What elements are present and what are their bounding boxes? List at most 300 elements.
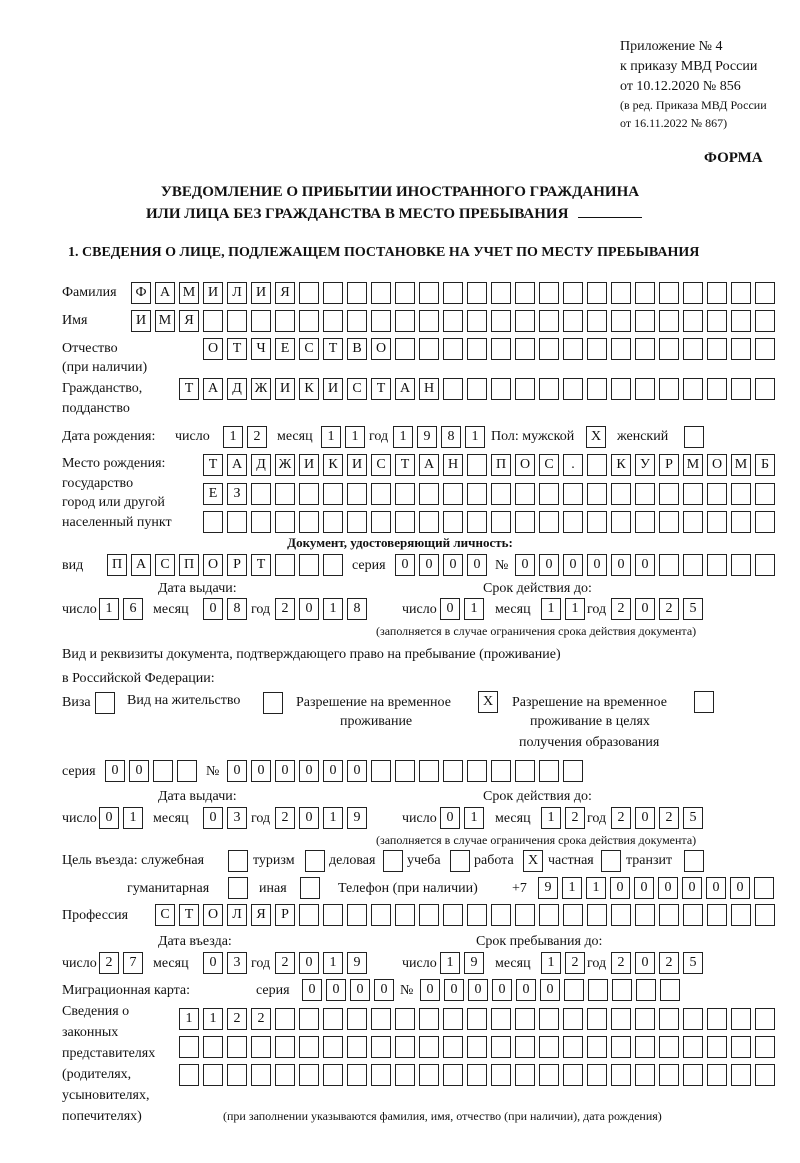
char-cell[interactable] — [299, 282, 319, 304]
char-cell[interactable] — [299, 511, 319, 533]
char-cell[interactable] — [323, 904, 343, 926]
char-cell[interactable] — [491, 760, 511, 782]
char-cell[interactable]: У — [635, 454, 655, 476]
char-cell[interactable] — [491, 1008, 511, 1030]
char-cell[interactable]: 0 — [374, 979, 394, 1001]
char-cell[interactable] — [659, 282, 679, 304]
stay-valid-day[interactable] — [440, 807, 484, 829]
char-cell[interactable] — [323, 282, 343, 304]
char-cell[interactable] — [635, 904, 655, 926]
char-cell[interactable]: 0 — [251, 760, 271, 782]
char-cell[interactable] — [659, 483, 679, 505]
char-cell[interactable] — [563, 760, 583, 782]
rep-field[interactable] — [179, 1064, 775, 1086]
char-cell[interactable] — [491, 483, 511, 505]
other-checkbox[interactable] — [300, 877, 320, 899]
char-cell[interactable] — [587, 1008, 607, 1030]
char-cell[interactable]: 1 — [464, 598, 484, 620]
stay-issue-year[interactable] — [275, 807, 367, 829]
char-cell[interactable]: 2 — [227, 1008, 247, 1030]
char-cell[interactable] — [635, 483, 655, 505]
char-cell[interactable] — [203, 511, 223, 533]
char-cell[interactable]: 2 — [565, 807, 585, 829]
char-cell[interactable]: 9 — [417, 426, 437, 448]
visa-checkbox[interactable] — [95, 692, 115, 714]
char-cell[interactable]: 0 — [299, 598, 319, 620]
char-cell[interactable] — [395, 338, 415, 360]
char-cell[interactable] — [684, 850, 704, 872]
char-cell[interactable] — [467, 378, 487, 400]
char-cell[interactable] — [539, 282, 559, 304]
char-cell[interactable]: Б — [755, 454, 775, 476]
char-cell[interactable] — [755, 338, 775, 360]
char-cell[interactable] — [395, 1064, 415, 1086]
char-cell[interactable] — [275, 554, 295, 576]
char-cell[interactable] — [707, 904, 727, 926]
char-cell[interactable] — [731, 338, 751, 360]
surname-field[interactable] — [131, 282, 775, 304]
char-cell[interactable] — [419, 1036, 439, 1058]
char-cell[interactable]: 0 — [635, 554, 655, 576]
char-cell[interactable]: 0 — [539, 554, 559, 576]
char-cell[interactable]: Н — [419, 378, 439, 400]
until-month[interactable] — [541, 952, 585, 974]
char-cell[interactable] — [179, 1036, 199, 1058]
char-cell[interactable] — [323, 554, 343, 576]
char-cell[interactable]: 2 — [659, 952, 679, 974]
char-cell[interactable] — [694, 691, 714, 713]
char-cell[interactable]: Р — [659, 454, 679, 476]
char-cell[interactable] — [299, 483, 319, 505]
char-cell[interactable]: 0 — [420, 979, 440, 1001]
char-cell[interactable]: Я — [251, 904, 271, 926]
char-cell[interactable] — [587, 904, 607, 926]
char-cell[interactable] — [347, 904, 367, 926]
doc-valid-year[interactable] — [611, 598, 703, 620]
char-cell[interactable] — [611, 1008, 631, 1030]
char-cell[interactable] — [491, 310, 511, 332]
char-cell[interactable] — [659, 310, 679, 332]
char-cell[interactable]: 1 — [541, 952, 561, 974]
char-cell[interactable] — [419, 1064, 439, 1086]
char-cell[interactable]: М — [179, 282, 199, 304]
char-cell[interactable]: С — [155, 554, 175, 576]
char-cell[interactable] — [683, 483, 703, 505]
char-cell[interactable] — [563, 483, 583, 505]
char-cell[interactable] — [177, 760, 197, 782]
char-cell[interactable]: 0 — [299, 952, 319, 974]
char-cell[interactable]: 2 — [275, 807, 295, 829]
char-cell[interactable]: 0 — [516, 979, 536, 1001]
char-cell[interactable] — [707, 554, 727, 576]
transit-checkbox[interactable] — [684, 850, 704, 872]
char-cell[interactable] — [153, 760, 173, 782]
char-cell[interactable] — [467, 1008, 487, 1030]
stay-valid-month[interactable] — [541, 807, 585, 829]
char-cell[interactable]: 0 — [706, 877, 726, 899]
char-cell[interactable]: О — [371, 338, 391, 360]
char-cell[interactable] — [707, 1008, 727, 1030]
char-cell[interactable] — [754, 877, 774, 899]
char-cell[interactable] — [467, 1036, 487, 1058]
stay-number-field[interactable] — [227, 760, 583, 782]
tourism-checkbox[interactable] — [305, 850, 325, 872]
char-cell[interactable] — [635, 511, 655, 533]
char-cell[interactable] — [323, 1064, 343, 1086]
char-cell[interactable]: 9 — [347, 807, 367, 829]
char-cell[interactable]: 8 — [227, 598, 247, 620]
char-cell[interactable] — [419, 310, 439, 332]
char-cell[interactable] — [395, 511, 415, 533]
char-cell[interactable] — [659, 1008, 679, 1030]
char-cell[interactable]: 1 — [393, 426, 413, 448]
char-cell[interactable] — [419, 511, 439, 533]
char-cell[interactable]: 0 — [468, 979, 488, 1001]
char-cell[interactable] — [683, 554, 703, 576]
char-cell[interactable] — [635, 338, 655, 360]
char-cell[interactable]: М — [731, 454, 751, 476]
char-cell[interactable]: 8 — [347, 598, 367, 620]
char-cell[interactable] — [587, 282, 607, 304]
char-cell[interactable]: А — [419, 454, 439, 476]
char-cell[interactable] — [371, 483, 391, 505]
char-cell[interactable] — [683, 1036, 703, 1058]
char-cell[interactable]: 8 — [441, 426, 461, 448]
char-cell[interactable] — [450, 850, 470, 872]
char-cell[interactable] — [539, 338, 559, 360]
char-cell[interactable] — [371, 1008, 391, 1030]
char-cell[interactable] — [251, 1064, 271, 1086]
char-cell[interactable] — [659, 904, 679, 926]
char-cell[interactable] — [227, 310, 247, 332]
rep-field[interactable] — [179, 1008, 775, 1030]
char-cell[interactable]: 0 — [611, 554, 631, 576]
doc-valid-month[interactable] — [541, 598, 585, 620]
char-cell[interactable] — [611, 483, 631, 505]
char-cell[interactable]: 0 — [299, 760, 319, 782]
stay-series-field[interactable] — [105, 760, 197, 782]
char-cell[interactable]: Н — [443, 454, 463, 476]
char-cell[interactable] — [515, 310, 535, 332]
char-cell[interactable] — [515, 511, 535, 533]
char-cell[interactable] — [707, 483, 727, 505]
char-cell[interactable] — [227, 1064, 247, 1086]
char-cell[interactable]: 0 — [203, 807, 223, 829]
char-cell[interactable] — [755, 1064, 775, 1086]
char-cell[interactable]: 2 — [275, 598, 295, 620]
char-cell[interactable]: 0 — [227, 760, 247, 782]
char-cell[interactable] — [443, 904, 463, 926]
char-cell[interactable]: И — [299, 454, 319, 476]
char-cell[interactable] — [467, 511, 487, 533]
char-cell[interactable] — [755, 483, 775, 505]
char-cell[interactable]: 0 — [395, 554, 415, 576]
char-cell[interactable] — [587, 378, 607, 400]
char-cell[interactable]: 2 — [659, 807, 679, 829]
char-cell[interactable] — [228, 850, 248, 872]
char-cell[interactable] — [467, 1064, 487, 1086]
char-cell[interactable]: 1 — [123, 807, 143, 829]
char-cell[interactable] — [443, 760, 463, 782]
char-cell[interactable] — [636, 979, 656, 1001]
char-cell[interactable]: И — [131, 310, 151, 332]
char-cell[interactable] — [683, 1064, 703, 1086]
char-cell[interactable] — [299, 1008, 319, 1030]
char-cell[interactable]: Р — [227, 554, 247, 576]
char-cell[interactable] — [95, 692, 115, 714]
char-cell[interactable] — [707, 511, 727, 533]
char-cell[interactable]: 0 — [658, 877, 678, 899]
char-cell[interactable] — [251, 511, 271, 533]
char-cell[interactable]: С — [155, 904, 175, 926]
char-cell[interactable]: 2 — [251, 1008, 271, 1030]
char-cell[interactable] — [659, 1036, 679, 1058]
char-cell[interactable]: 1 — [323, 952, 343, 974]
patronymic-field[interactable] — [203, 338, 775, 360]
char-cell[interactable]: 1 — [541, 807, 561, 829]
entry-day[interactable] — [99, 952, 143, 974]
char-cell[interactable]: 2 — [99, 952, 119, 974]
char-cell[interactable] — [203, 1036, 223, 1058]
char-cell[interactable] — [347, 483, 367, 505]
char-cell[interactable] — [275, 511, 295, 533]
char-cell[interactable] — [515, 904, 535, 926]
phone-field[interactable] — [538, 877, 774, 899]
doc-issue-month[interactable] — [203, 598, 247, 620]
char-cell[interactable] — [443, 511, 463, 533]
char-cell[interactable] — [659, 378, 679, 400]
char-cell[interactable] — [299, 554, 319, 576]
trp-checkbox[interactable] — [478, 691, 498, 713]
char-cell[interactable] — [731, 310, 751, 332]
char-cell[interactable]: Я — [275, 282, 295, 304]
char-cell[interactable] — [467, 310, 487, 332]
char-cell[interactable] — [539, 1036, 559, 1058]
char-cell[interactable] — [275, 483, 295, 505]
service-checkbox[interactable] — [228, 850, 248, 872]
char-cell[interactable]: 3 — [227, 807, 247, 829]
char-cell[interactable] — [515, 282, 535, 304]
char-cell[interactable]: Т — [395, 454, 415, 476]
char-cell[interactable] — [755, 282, 775, 304]
entry-year[interactable] — [275, 952, 367, 974]
char-cell[interactable] — [635, 1036, 655, 1058]
name-field[interactable] — [131, 310, 775, 332]
char-cell[interactable] — [443, 1064, 463, 1086]
char-cell[interactable] — [539, 1008, 559, 1030]
char-cell[interactable] — [587, 1064, 607, 1086]
char-cell[interactable]: 0 — [347, 760, 367, 782]
char-cell[interactable] — [443, 1036, 463, 1058]
char-cell[interactable]: П — [107, 554, 127, 576]
char-cell[interactable] — [755, 1036, 775, 1058]
private-checkbox[interactable] — [601, 850, 621, 872]
char-cell[interactable]: И — [323, 378, 343, 400]
char-cell[interactable] — [467, 483, 487, 505]
char-cell[interactable] — [611, 378, 631, 400]
char-cell[interactable]: 1 — [541, 598, 561, 620]
trp-edu-checkbox[interactable] — [694, 691, 714, 713]
char-cell[interactable] — [611, 282, 631, 304]
char-cell[interactable] — [611, 904, 631, 926]
doc-number-field[interactable] — [515, 554, 775, 576]
char-cell[interactable] — [683, 338, 703, 360]
char-cell[interactable] — [635, 378, 655, 400]
char-cell[interactable] — [347, 1064, 367, 1086]
char-cell[interactable]: X — [586, 426, 606, 448]
char-cell[interactable]: 1 — [345, 426, 365, 448]
char-cell[interactable] — [539, 310, 559, 332]
char-cell[interactable]: О — [515, 454, 535, 476]
char-cell[interactable] — [467, 904, 487, 926]
char-cell[interactable]: 0 — [635, 952, 655, 974]
char-cell[interactable] — [563, 1036, 583, 1058]
char-cell[interactable] — [299, 1036, 319, 1058]
until-day[interactable] — [440, 952, 484, 974]
char-cell[interactable]: 0 — [730, 877, 750, 899]
char-cell[interactable] — [491, 511, 511, 533]
char-cell[interactable] — [755, 310, 775, 332]
char-cell[interactable] — [755, 904, 775, 926]
char-cell[interactable]: Л — [227, 282, 247, 304]
char-cell[interactable]: О — [203, 904, 223, 926]
char-cell[interactable] — [371, 1064, 391, 1086]
char-cell[interactable]: Ф — [131, 282, 151, 304]
char-cell[interactable]: К — [323, 454, 343, 476]
rep-field[interactable] — [179, 1036, 775, 1058]
char-cell[interactable] — [611, 1064, 631, 1086]
char-cell[interactable] — [467, 338, 487, 360]
entry-month[interactable] — [203, 952, 247, 974]
char-cell[interactable] — [371, 1036, 391, 1058]
char-cell[interactable] — [659, 1064, 679, 1086]
char-cell[interactable]: 2 — [247, 426, 267, 448]
char-cell[interactable]: 0 — [326, 979, 346, 1001]
char-cell[interactable] — [683, 511, 703, 533]
char-cell[interactable] — [491, 338, 511, 360]
char-cell[interactable] — [275, 1008, 295, 1030]
char-cell[interactable]: 0 — [129, 760, 149, 782]
char-cell[interactable]: Т — [179, 378, 199, 400]
char-cell[interactable] — [707, 282, 727, 304]
char-cell[interactable]: К — [299, 378, 319, 400]
char-cell[interactable] — [707, 1064, 727, 1086]
char-cell[interactable]: К — [611, 454, 631, 476]
char-cell[interactable]: С — [539, 454, 559, 476]
char-cell[interactable] — [491, 378, 511, 400]
char-cell[interactable] — [755, 554, 775, 576]
until-year[interactable] — [611, 952, 703, 974]
char-cell[interactable] — [660, 979, 680, 1001]
stay-issue-month[interactable] — [203, 807, 247, 829]
char-cell[interactable]: 0 — [635, 807, 655, 829]
char-cell[interactable]: 0 — [299, 807, 319, 829]
char-cell[interactable] — [443, 338, 463, 360]
char-cell[interactable]: 5 — [683, 598, 703, 620]
char-cell[interactable] — [443, 483, 463, 505]
char-cell[interactable]: 1 — [465, 426, 485, 448]
char-cell[interactable] — [491, 904, 511, 926]
char-cell[interactable]: Т — [371, 378, 391, 400]
char-cell[interactable] — [443, 310, 463, 332]
char-cell[interactable] — [443, 282, 463, 304]
char-cell[interactable] — [731, 282, 751, 304]
char-cell[interactable]: 0 — [419, 554, 439, 576]
char-cell[interactable] — [587, 338, 607, 360]
char-cell[interactable] — [395, 483, 415, 505]
char-cell[interactable]: 0 — [563, 554, 583, 576]
char-cell[interactable] — [371, 310, 391, 332]
birth-month-field[interactable] — [321, 426, 365, 448]
doc-valid-day[interactable] — [440, 598, 484, 620]
mc-number-field[interactable] — [420, 979, 680, 1001]
char-cell[interactable] — [612, 979, 632, 1001]
char-cell[interactable]: X — [523, 850, 543, 872]
char-cell[interactable] — [467, 454, 487, 476]
char-cell[interactable]: 0 — [467, 554, 487, 576]
char-cell[interactable]: 1 — [323, 598, 343, 620]
char-cell[interactable] — [539, 904, 559, 926]
char-cell[interactable] — [395, 904, 415, 926]
char-cell[interactable]: 0 — [302, 979, 322, 1001]
char-cell[interactable] — [515, 760, 535, 782]
char-cell[interactable] — [611, 338, 631, 360]
char-cell[interactable]: Е — [203, 483, 223, 505]
char-cell[interactable] — [588, 979, 608, 1001]
char-cell[interactable] — [731, 904, 751, 926]
char-cell[interactable] — [323, 511, 343, 533]
char-cell[interactable] — [299, 1064, 319, 1086]
char-cell[interactable] — [347, 1036, 367, 1058]
char-cell[interactable] — [611, 1036, 631, 1058]
char-cell[interactable]: 2 — [275, 952, 295, 974]
char-cell[interactable]: Т — [323, 338, 343, 360]
char-cell[interactable] — [635, 1064, 655, 1086]
char-cell[interactable]: 1 — [99, 598, 119, 620]
char-cell[interactable]: П — [491, 454, 511, 476]
birthplace-field[interactable] — [203, 511, 775, 533]
char-cell[interactable] — [251, 483, 271, 505]
char-cell[interactable] — [755, 378, 775, 400]
doc-kind-field[interactable] — [107, 554, 343, 576]
char-cell[interactable] — [305, 850, 325, 872]
char-cell[interactable] — [300, 877, 320, 899]
char-cell[interactable] — [228, 877, 248, 899]
char-cell[interactable]: 2 — [611, 952, 631, 974]
char-cell[interactable] — [323, 310, 343, 332]
char-cell[interactable]: 1 — [179, 1008, 199, 1030]
char-cell[interactable] — [563, 282, 583, 304]
char-cell[interactable] — [683, 1008, 703, 1030]
char-cell[interactable] — [515, 1008, 535, 1030]
char-cell[interactable]: З — [227, 483, 247, 505]
char-cell[interactable]: 0 — [105, 760, 125, 782]
char-cell[interactable]: И — [347, 454, 367, 476]
char-cell[interactable] — [683, 282, 703, 304]
char-cell[interactable] — [563, 511, 583, 533]
char-cell[interactable] — [587, 310, 607, 332]
char-cell[interactable] — [371, 904, 391, 926]
char-cell[interactable] — [323, 1008, 343, 1030]
char-cell[interactable] — [564, 979, 584, 1001]
char-cell[interactable] — [419, 904, 439, 926]
char-cell[interactable] — [731, 511, 751, 533]
char-cell[interactable]: 1 — [565, 598, 585, 620]
char-cell[interactable] — [275, 310, 295, 332]
char-cell[interactable] — [491, 1036, 511, 1058]
char-cell[interactable] — [395, 1036, 415, 1058]
mc-series-field[interactable] — [302, 979, 394, 1001]
